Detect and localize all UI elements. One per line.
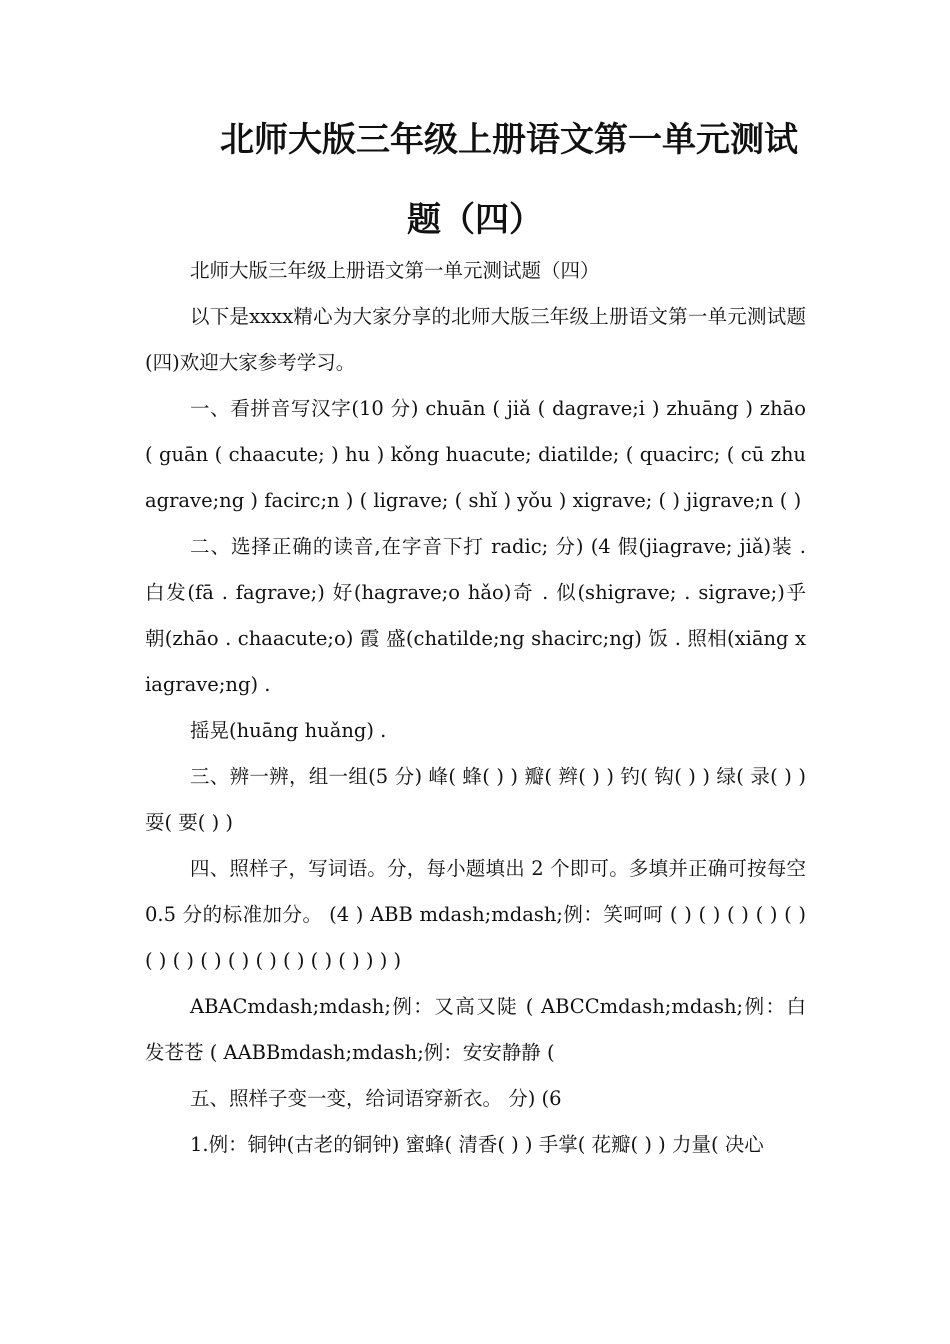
document-title <box>145 100 805 260</box>
paragraph-section-2: 二、选择正确的读音,在字音下打 radic; 分) (4 假(jiagrave; jiǎ)装 . 白发(fā . fagrave;) 好(hagrave;o hǎo)奇 . 似(shigrave; . sigrave;)乎 朝(zhāo . chaacute;o) 霞 盛(chatilde;ng shacirc;ng) 饭 . 照相(xiāng xiagrave;ng) . <box>145 535 806 696</box>
paragraph-section-5: 五、照样子变一变，给词语穿新衣。 分) (6 <box>190 1087 562 1110</box>
paragraph-section-1: 一、看拼音写汉字(10 分) chuān ( jiǎ ( dagrave;i ) zhuāng ) zhāo ( guān ( chaacute; ) hu ) kǒng huacute; diatilde; ( quacirc; ( cū zhuagrave;ng ) facirc;n ) ( ligrave; ( shǐ ) yǒu ) xigrave; ( ) jigrave;n ( ) <box>145 397 806 512</box>
paragraph-section-2-cont: 摇晃(huāng huǎng) . <box>190 719 387 742</box>
paragraph-subtitle: 北师大版三年级上册语文第一单元测试题（四） <box>190 259 600 282</box>
paragraph-intro: 以下是xxxx精心为大家分享的北师大版三年级上册语文第一单元测试题(四)欢迎大家参考学习。 <box>145 305 806 374</box>
paragraph-section-4: 四、照样子，写词语。分，每小题填出 2 个即可。多填并正确可按每空 0.5 分的标准加分。 (4 ) ABB mdash;mdash;例：笑呵呵 ( ) ( ) ( ) ( ) ( ) ( ) ( ) ( ) ( ) ( ) ( ) ( ) ( ) ) ) ) <box>145 857 806 972</box>
paragraph-section-5-item-1: 1.例：铜钟(古老的铜钟) 蜜蜂( 清香( ) ) 手掌( 花瓣( ) ) 力量( 决心 <box>190 1133 764 1156</box>
paragraph-section-4-cont: ABACmdash;mdash;例：又高又陡 ( ABCCmdash;mdash;例：白发苍苍 ( AABBmdash;mdash;例：安安静静 ( <box>145 995 806 1064</box>
paragraph-section-3: 三、辨一辨，组一组(5 分) 峰( 蜂( ) ) 瓣( 辫( ) ) 钓( 钩( ) ) 绿( 录( ) ) 耍( 要( ) ) <box>145 765 806 834</box>
document-body <box>145 248 806 1168</box>
title-line-2: 题（四） <box>407 200 543 240</box>
title-line-1: 北师大版三年级上册语文第一单元测试 <box>220 120 798 160</box>
